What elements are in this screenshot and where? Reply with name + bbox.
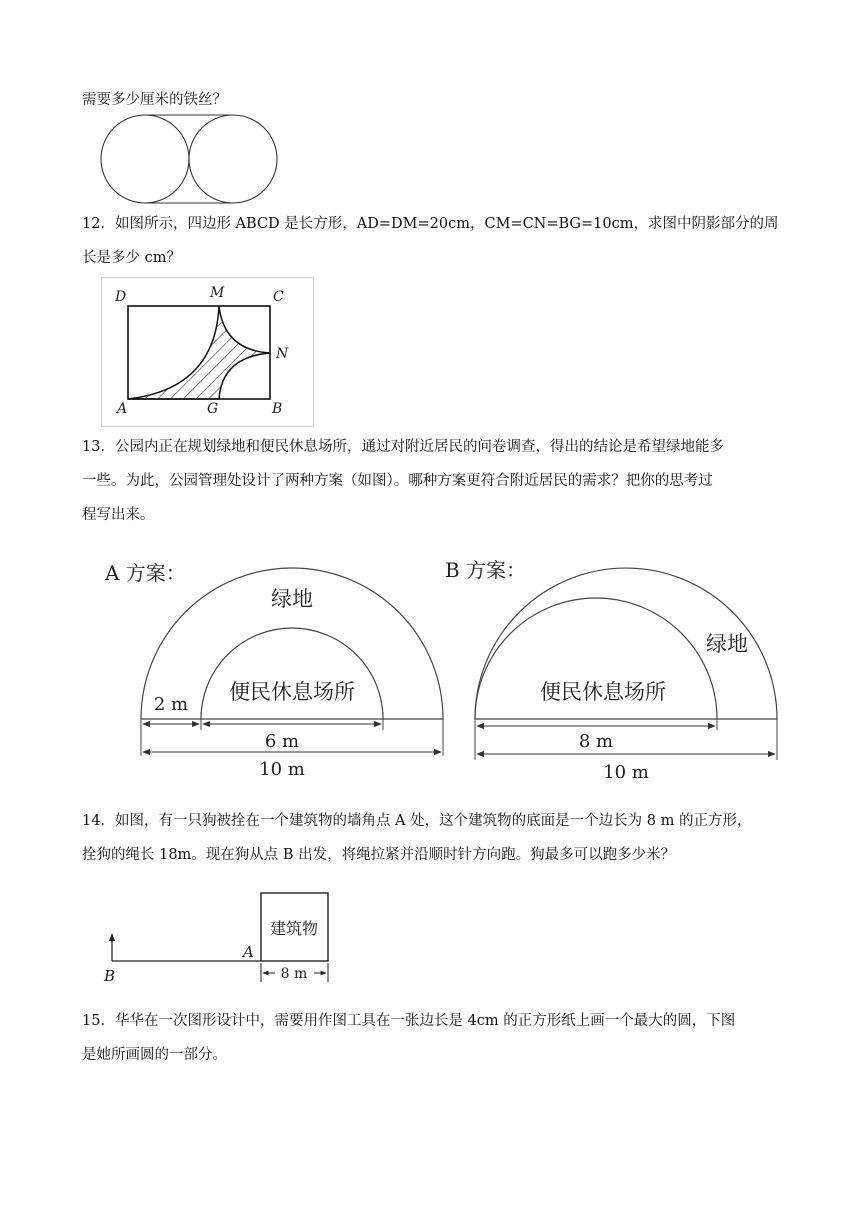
- plan-b: [445, 558, 777, 783]
- plan-a-rest-label: 便民休息场所: [229, 680, 355, 704]
- label-g: G: [207, 401, 219, 417]
- plan-a-dim-10m: 10 m: [259, 759, 305, 780]
- q13-plans-figure: [0, 540, 860, 790]
- plan-b-dim-10m: 10 m: [603, 762, 649, 783]
- q14-dog-building-figure: [100, 890, 340, 990]
- q13-text-line1: 13．公园内正在规划绿地和便民休息场所，通过对附近居民的问卷调查，得出的结论是希望绿地能多: [82, 439, 724, 455]
- label-n: N: [276, 346, 289, 362]
- q12-rectangle-figure: [101, 277, 314, 427]
- q11-text: 需要多少厘米的铁丝？: [82, 92, 227, 108]
- plan-a-title: A 方案：: [105, 561, 186, 585]
- q13-text-line2: 一些。为此，公园管理处设计了两种方案（如图）。哪种方案更符合附近居民的需求？把你的思考过: [82, 473, 713, 489]
- label-a: A: [117, 401, 128, 417]
- q12-text-line1: 12．如图所示，四边形 ABCD 是长方形，AD=DM=20cm，CM=CN=BG=10cm，求图中阴影部分的周: [82, 216, 779, 232]
- left-circle: [101, 115, 189, 203]
- label-m: M: [210, 285, 225, 301]
- plan-b-green-label: 绿地: [706, 632, 748, 656]
- plan-a-dim-2m: 2 m: [153, 694, 189, 715]
- q12-text-line2: 长是多少 cm？: [82, 250, 181, 266]
- plan-a-dim-6m: 6 m: [264, 731, 300, 752]
- plan-b-title: B 方案：: [445, 558, 527, 582]
- plan-a: [104, 561, 443, 780]
- label-b: B: [272, 401, 283, 417]
- q14-text-line1: 14．如图，有一只狗被拴在一个建筑物的墙角点 A 处，这个建筑物的底面是一个边长为 8 m 的正方形，: [82, 813, 752, 829]
- label-a: A: [243, 943, 254, 961]
- q14-text-line2: 拴狗的绳长 18m。现在狗从点 B 出发，将绳拉紧并沿顺时针方向跑。狗最多可以跑多少米？: [82, 847, 676, 863]
- plan-b-dim-8m: 8 m: [578, 731, 614, 752]
- building-label: 建筑物: [269, 919, 319, 938]
- plan-b-rest-label: 便民休息场所: [540, 680, 666, 704]
- label-c: C: [273, 289, 284, 305]
- shaded-region: [128, 306, 270, 399]
- label-d: D: [115, 289, 127, 305]
- q15-text-line1: 15．华华在一次图形设计中，需要用作图工具在一张边长是 4cm 的正方形纸上画一个最大的圆，下图: [82, 1013, 736, 1029]
- right-circle: [189, 115, 277, 203]
- side-length-label: 8 m: [280, 966, 308, 982]
- q13-text-line3: 程写出来。: [82, 507, 155, 523]
- label-b: B: [104, 967, 116, 985]
- q11-two-circles-figure: [95, 115, 295, 205]
- plan-a-green-label: 绿地: [271, 587, 313, 611]
- q15-text-line2: 是她所画圆的一部分。: [82, 1047, 227, 1063]
